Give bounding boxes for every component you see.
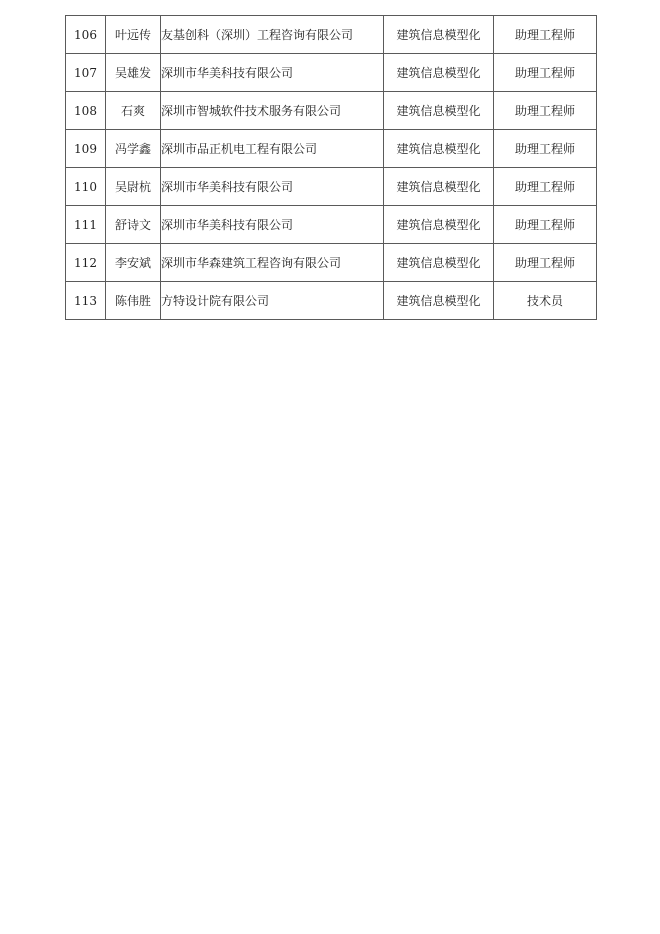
- company-name: 深圳市华森建筑工程咨询有限公司: [161, 244, 384, 282]
- row-number: 113: [66, 282, 106, 320]
- professional-title: 助理工程师: [494, 130, 597, 168]
- row-number: 107: [66, 54, 106, 92]
- person-name: 吴尉杭: [106, 168, 161, 206]
- professional-title: 助理工程师: [494, 16, 597, 54]
- specialty: 建筑信息模型化: [384, 168, 494, 206]
- company-name: 深圳市华美科技有限公司: [161, 168, 384, 206]
- table-row: [66, 130, 597, 168]
- professional-title: 助理工程师: [494, 54, 597, 92]
- specialty: 建筑信息模型化: [384, 92, 494, 130]
- table-row: [66, 168, 597, 206]
- professional-title: 助理工程师: [494, 168, 597, 206]
- person-name: 陈伟胜: [106, 282, 161, 320]
- company-name: 深圳市品正机电工程有限公司: [161, 130, 384, 168]
- specialty: 建筑信息模型化: [384, 244, 494, 282]
- specialty: 建筑信息模型化: [384, 206, 494, 244]
- specialty: 建筑信息模型化: [384, 282, 494, 320]
- table-row: [66, 282, 597, 320]
- person-name: 吴雄发: [106, 54, 161, 92]
- company-name: 方特设计院有限公司: [161, 282, 384, 320]
- row-number: 112: [66, 244, 106, 282]
- table-row: [66, 16, 597, 54]
- row-number: 109: [66, 130, 106, 168]
- company-name: 深圳市智城软件技术服务有限公司: [161, 92, 384, 130]
- table-row: [66, 92, 597, 130]
- professional-title: 助理工程师: [494, 92, 597, 130]
- table-row: [66, 206, 597, 244]
- row-number: 111: [66, 206, 106, 244]
- professional-title: 技术员: [494, 282, 597, 320]
- personnel-table: [65, 15, 597, 320]
- professional-title: 助理工程师: [494, 206, 597, 244]
- specialty: 建筑信息模型化: [384, 16, 494, 54]
- row-number: 108: [66, 92, 106, 130]
- specialty: 建筑信息模型化: [384, 130, 494, 168]
- row-number: 110: [66, 168, 106, 206]
- specialty: 建筑信息模型化: [384, 54, 494, 92]
- person-name: 石爽: [106, 92, 161, 130]
- table-row: [66, 54, 597, 92]
- personnel-table-body: [66, 16, 597, 320]
- company-name: 友基创科（深圳）工程咨询有限公司: [161, 16, 384, 54]
- person-name: 舒诗文: [106, 206, 161, 244]
- person-name: 叶远传: [106, 16, 161, 54]
- company-name: 深圳市华美科技有限公司: [161, 206, 384, 244]
- company-name: 深圳市华美科技有限公司: [161, 54, 384, 92]
- table-row: [66, 244, 597, 282]
- person-name: 冯学鑫: [106, 130, 161, 168]
- person-name: 李安斌: [106, 244, 161, 282]
- professional-title: 助理工程师: [494, 244, 597, 282]
- row-number: 106: [66, 16, 106, 54]
